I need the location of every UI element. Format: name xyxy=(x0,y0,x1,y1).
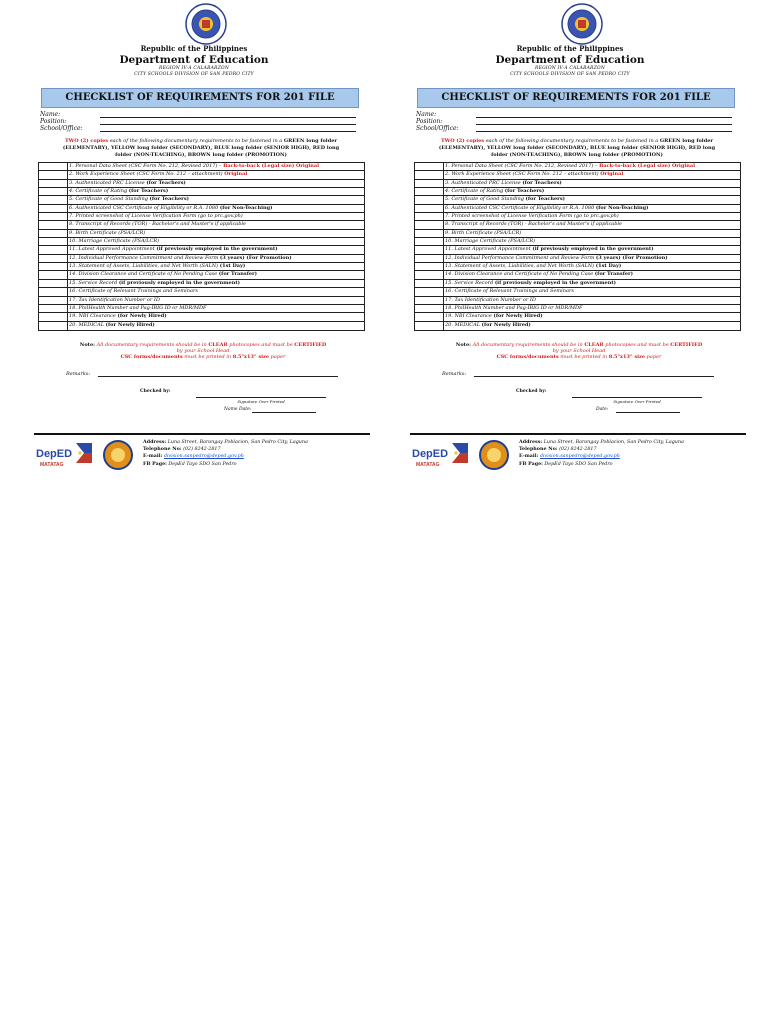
checklist-row xyxy=(39,213,364,221)
requirement-label: 19. NBI Clearance (for Newly Hired) xyxy=(445,313,543,320)
checklist-row xyxy=(415,188,740,196)
checklist-row xyxy=(39,255,364,263)
deped-seal-icon xyxy=(561,3,603,45)
requirement-label: 11. Latest Approved Appointment (if previously employed in the government) xyxy=(445,246,654,253)
position-field[interactable] xyxy=(100,124,356,125)
checklist-row xyxy=(415,271,740,279)
requirement-label: 1. Personal Data Sheet (CSC Form No. 212, Revised 2017) – Back-to-back (Legal size) Original xyxy=(445,163,696,169)
requirement-label: 9. Birth Certificate (PSA/LCR) xyxy=(445,229,522,236)
requirement-label: 12. Individual Performance Commitment and Review Form (3 years) (For Promotion) xyxy=(69,254,292,261)
svg-text:MATATAG: MATATAG xyxy=(40,462,64,468)
checkbox-cell[interactable] xyxy=(415,180,444,187)
republic-heading: Republic of the Philippines xyxy=(140,44,248,53)
checklist-row xyxy=(415,297,740,305)
checkbox-cell[interactable] xyxy=(415,205,444,212)
checklist-row xyxy=(39,246,364,254)
checklist-row xyxy=(415,171,740,179)
checkbox-cell[interactable] xyxy=(415,238,444,245)
requirement-label: 8. Transcript of Records (TOR) - Bachelor's and Master's if applicable xyxy=(69,221,247,228)
requirement-label: 19. NBI Clearance (for Newly Hired) xyxy=(69,313,167,320)
signature-label: Signature Over Printed xyxy=(237,399,285,404)
remarks-label: Remarks: xyxy=(66,371,91,377)
checkbox-cell[interactable] xyxy=(415,196,444,203)
checklist-row xyxy=(39,188,364,196)
checked-by-label: Checked by: xyxy=(140,389,171,394)
checklist-row xyxy=(39,230,364,238)
checklist-row xyxy=(415,313,740,321)
requirement-label: 7. Printed screenshot of License Verification Form (go to prc.gov.ph) xyxy=(445,213,619,220)
footer-divider xyxy=(410,433,746,435)
requirement-label: 13. Statement of Assets, Liabilities, and Net Worth (SALN) (1st Day) xyxy=(445,263,622,270)
checkbox-cell[interactable] xyxy=(415,288,444,295)
signature-field[interactable] xyxy=(572,397,702,398)
checklist-row xyxy=(39,313,364,321)
requirement-label: 1. Personal Data Sheet (CSC Form No. 212, Revised 2017) – Back-to-back (Legal size) Original xyxy=(69,163,320,169)
checkbox-cell[interactable] xyxy=(39,322,68,330)
checklist-row xyxy=(39,305,364,313)
checklist-row xyxy=(39,180,364,188)
checkbox-cell[interactable] xyxy=(415,271,444,278)
deped-seal-icon xyxy=(185,3,227,45)
checkbox-cell[interactable] xyxy=(415,255,444,262)
checklist-row xyxy=(415,196,740,204)
checkbox-cell[interactable] xyxy=(415,322,444,330)
school-field[interactable] xyxy=(100,131,356,132)
checklist-row xyxy=(39,238,364,246)
checkbox-cell[interactable] xyxy=(415,297,444,304)
footer-divider xyxy=(34,433,370,435)
checkbox-cell[interactable] xyxy=(39,221,68,228)
requirement-label: 3. Authenticated PRC License (for Teachers) xyxy=(69,179,186,186)
checkbox-cell[interactable] xyxy=(415,280,444,287)
region-heading: REGION IV-A CALABARZON xyxy=(159,66,229,71)
footer-logos-icon xyxy=(34,439,144,473)
remarks-label: Remarks: xyxy=(442,371,467,377)
requirement-label: 13. Statement of Assets, Liabilities, and Net Worth (SALN) (1st Day) xyxy=(69,263,246,270)
checklist-row xyxy=(39,171,364,179)
checkbox-cell[interactable] xyxy=(415,213,444,220)
department-heading: Department of Education xyxy=(495,54,645,66)
checklist-row xyxy=(415,221,740,229)
checklist-row xyxy=(415,255,740,263)
checklist-row xyxy=(39,297,364,305)
division-heading: CITY SCHOOLS DIVISION OF SAN PEDRO CITY xyxy=(134,72,254,77)
checklist-row xyxy=(39,205,364,213)
checklist-row xyxy=(415,230,740,238)
signature-label: Signature Over Printed xyxy=(613,399,661,404)
requirement-label: 20. MEDICAL (for Newly Hired) xyxy=(69,321,155,328)
requirement-label: 17. Tax Identification Number or ID xyxy=(445,296,536,303)
name-label: Name: xyxy=(416,111,437,118)
checkbox-cell[interactable] xyxy=(415,230,444,237)
checklist-row xyxy=(415,280,740,288)
requirement-label: 14. Division Clearance and Certificate of No Pending Case (for Transfer) xyxy=(445,271,634,278)
checkbox-cell[interactable] xyxy=(39,280,68,287)
checklist-row xyxy=(415,213,740,221)
checklist-row xyxy=(415,246,740,254)
checklist-row xyxy=(415,238,740,246)
form-title: CHECKLIST OF REQUIREMENTS FOR 201 FILE xyxy=(417,88,735,108)
republic-heading: Republic of the Philippines xyxy=(516,44,624,53)
position-label: Position: xyxy=(416,118,443,125)
checklist-row xyxy=(415,288,740,296)
checkbox-cell[interactable] xyxy=(39,230,68,237)
checkbox-cell[interactable] xyxy=(39,163,68,170)
checklist-row xyxy=(415,180,740,188)
checkbox-cell[interactable] xyxy=(415,188,444,195)
svg-text:DepED: DepED xyxy=(412,448,449,460)
checkbox-cell[interactable] xyxy=(415,313,444,320)
checkbox-cell[interactable] xyxy=(39,196,68,203)
checkbox-cell[interactable] xyxy=(39,263,68,270)
name-field[interactable] xyxy=(476,117,732,118)
svg-text:DepED: DepED xyxy=(36,448,73,460)
school-label: School/Office: xyxy=(416,125,459,132)
school-field[interactable] xyxy=(476,131,732,132)
checklist-row xyxy=(415,205,740,213)
region-heading: REGION IV-A CALABARZON xyxy=(535,66,605,71)
checkbox-cell[interactable] xyxy=(39,271,68,278)
instructions: TWO (2) copies each of the following documentary requirements to be fastened in a GREEN long folder (ELEMENTARY), YELLOW long folder (SECONDARY), BLUE long folder (SENIOR HIGH), RED long folder (NON-TEACHING), BROWN long folder (PROMOTION) xyxy=(62,138,340,158)
remarks-field[interactable] xyxy=(98,376,338,377)
email-link[interactable]: division.sanpedro@deped.gov.ph xyxy=(163,454,244,460)
requirement-label: 2. Work Experience Sheet (CSC Form No. 212 – attachment) Original xyxy=(69,171,248,178)
checkbox-cell[interactable] xyxy=(39,205,68,212)
name-label: Name: xyxy=(40,111,61,118)
checklist-row xyxy=(415,322,740,330)
position-label: Position: xyxy=(40,118,67,125)
date-label: Date: xyxy=(596,407,609,412)
checkbox-cell[interactable] xyxy=(39,188,68,195)
requirement-label: 16. Certificate of Relevant Trainings and Seminars xyxy=(445,288,574,295)
division-heading: CITY SCHOOLS DIVISION OF SAN PEDRO CITY xyxy=(510,72,630,77)
checklist-row xyxy=(39,263,364,271)
requirement-label: 14. Division Clearance and Certificate of No Pending Case (for Transfer) xyxy=(69,271,258,278)
checkbox-cell[interactable] xyxy=(39,213,68,220)
position-field[interactable] xyxy=(476,124,732,125)
requirement-label: 5. Certificate of Good Standing (for Teachers) xyxy=(69,196,190,203)
instructions: TWO (2) copies each of the following documentary requirements to be fastened in a GREEN long folder (ELEMENTARY), YELLOW long folder (SECONDARY), BLUE long folder (SENIOR HIGH), RED long folder (NON-TEACHING), BROWN long folder (PROMOTION) xyxy=(438,138,716,158)
checkbox-cell[interactable] xyxy=(39,171,68,178)
date-field[interactable] xyxy=(252,412,316,413)
requirement-label: 17. Tax Identification Number or ID xyxy=(69,296,160,303)
checked-by-label: Checked by: xyxy=(516,389,547,394)
checklist-row xyxy=(39,271,364,279)
checkbox-cell[interactable] xyxy=(39,246,68,253)
checklist-row xyxy=(39,280,364,288)
requirement-label: 18. PhilHealth Number and Pag-IBIG ID or MDR/MDF xyxy=(69,304,207,311)
footer-logos-icon xyxy=(410,439,520,473)
requirement-label: 6. Authenticated CSC Certificate of Eligibility or R.A. 1080 (for Non-Teaching) xyxy=(69,204,273,211)
note: Note: All documentary requirements should be in CLEAR photocopies and must be CERTIFIED by your School Head CSC forms/documents must be printed in 8.5"x13" size paper xyxy=(79,342,327,360)
footer-contact: Address: Luna Street, Barangay Poblacion, San Pedro City, Laguna Telephone No: (02) 8242-2817 E-mail: division.sanpedro@deped.gov.ph FB Page: DepEd Tayo SDO San Pedro xyxy=(143,439,308,467)
checkbox-cell[interactable] xyxy=(415,305,444,312)
requirement-label: 10. Marriage Certificate (PSA/LCR) xyxy=(445,238,536,245)
requirement-label: 2. Work Experience Sheet (CSC Form No. 212 – attachment) Original xyxy=(445,171,624,178)
requirement-label: 5. Certificate of Good Standing (for Teachers) xyxy=(445,196,566,203)
checkbox-cell[interactable] xyxy=(39,180,68,187)
checkbox-cell[interactable] xyxy=(415,163,444,170)
signature-field[interactable] xyxy=(196,397,326,398)
requirement-label: 15. Service Record (if previously employed in the government) xyxy=(69,279,241,286)
checklist-row xyxy=(39,163,364,171)
checkbox-cell[interactable] xyxy=(415,221,444,228)
checkbox-cell[interactable] xyxy=(39,255,68,262)
requirement-label: 11. Latest Approved Appointment (if previously employed in the government) xyxy=(69,246,278,253)
date-field[interactable] xyxy=(616,412,680,413)
checklist-row xyxy=(415,305,740,313)
requirement-label: 6. Authenticated CSC Certificate of Eligibility or R.A. 1080 (for Non-Teaching) xyxy=(445,204,649,211)
checklist-form-left xyxy=(8,0,380,480)
form-title: CHECKLIST OF REQUIREMENTS FOR 201 FILE xyxy=(41,88,359,108)
checkbox-cell[interactable] xyxy=(39,305,68,312)
requirement-label: 7. Printed screenshot of License Verification Form (go to prc.gov.ph) xyxy=(69,213,243,220)
requirement-label: 4. Certificate of Rating (for Teachers) xyxy=(445,188,545,195)
checklist-row xyxy=(39,288,364,296)
checkbox-cell[interactable] xyxy=(415,171,444,178)
requirement-label: 10. Marriage Certificate (PSA/LCR) xyxy=(69,238,160,245)
requirement-label: 15. Service Record (if previously employed in the government) xyxy=(445,279,617,286)
requirement-label: 4. Certificate of Rating (for Teachers) xyxy=(69,188,169,195)
requirement-label: 12. Individual Performance Commitment and Review Form (3 years) (For Promotion) xyxy=(445,254,668,261)
footer-contact: Address: Luna Street, Barangay Poblacion, San Pedro City, Laguna Telephone No: (02) 8242-2817 E-mail: division.sanpedro@deped.gov.ph FB Page: DepEd Tayo SDO San Pedro xyxy=(519,439,684,467)
checklist-row xyxy=(39,322,364,330)
svg-text:MATATAG: MATATAG xyxy=(416,462,440,468)
checkbox-cell[interactable] xyxy=(39,297,68,304)
requirements-checklist xyxy=(414,162,741,331)
requirement-label: 16. Certificate of Relevant Trainings and Seminars xyxy=(69,288,198,295)
requirement-label: 3. Authenticated PRC License (for Teachers) xyxy=(445,179,562,186)
checkbox-cell[interactable] xyxy=(39,288,68,295)
requirements-checklist xyxy=(38,162,365,331)
checkbox-cell[interactable] xyxy=(415,263,444,270)
checklist-row xyxy=(39,221,364,229)
checkbox-cell[interactable] xyxy=(39,238,68,245)
name-field[interactable] xyxy=(100,117,356,118)
note: Note: All documentary requirements should be in CLEAR photocopies and must be CERTIFIED by your School Head CSC forms/documents must be printed in 8.5"x13" size paper xyxy=(455,342,703,360)
checkbox-cell[interactable] xyxy=(39,313,68,320)
requirement-label: 20. MEDICAL (for Newly Hired) xyxy=(445,321,531,328)
remarks-field[interactable] xyxy=(474,376,714,377)
checklist-row xyxy=(39,196,364,204)
checklist-form-right xyxy=(384,0,756,480)
email-link[interactable]: division.sanpedro@deped.gov.ph xyxy=(539,454,620,460)
checklist-row xyxy=(415,263,740,271)
school-label: School/Office: xyxy=(40,125,83,132)
requirement-label: 18. PhilHealth Number and Pag-IBIG ID or MDR/MDF xyxy=(445,304,583,311)
requirement-label: 9. Birth Certificate (PSA/LCR) xyxy=(69,229,146,236)
department-heading: Department of Education xyxy=(119,54,269,66)
checklist-row xyxy=(415,163,740,171)
requirement-label: 8. Transcript of Records (TOR) - Bachelor's and Master's if applicable xyxy=(445,221,623,228)
date-label: Name Date: xyxy=(224,407,252,412)
checkbox-cell[interactable] xyxy=(415,246,444,253)
